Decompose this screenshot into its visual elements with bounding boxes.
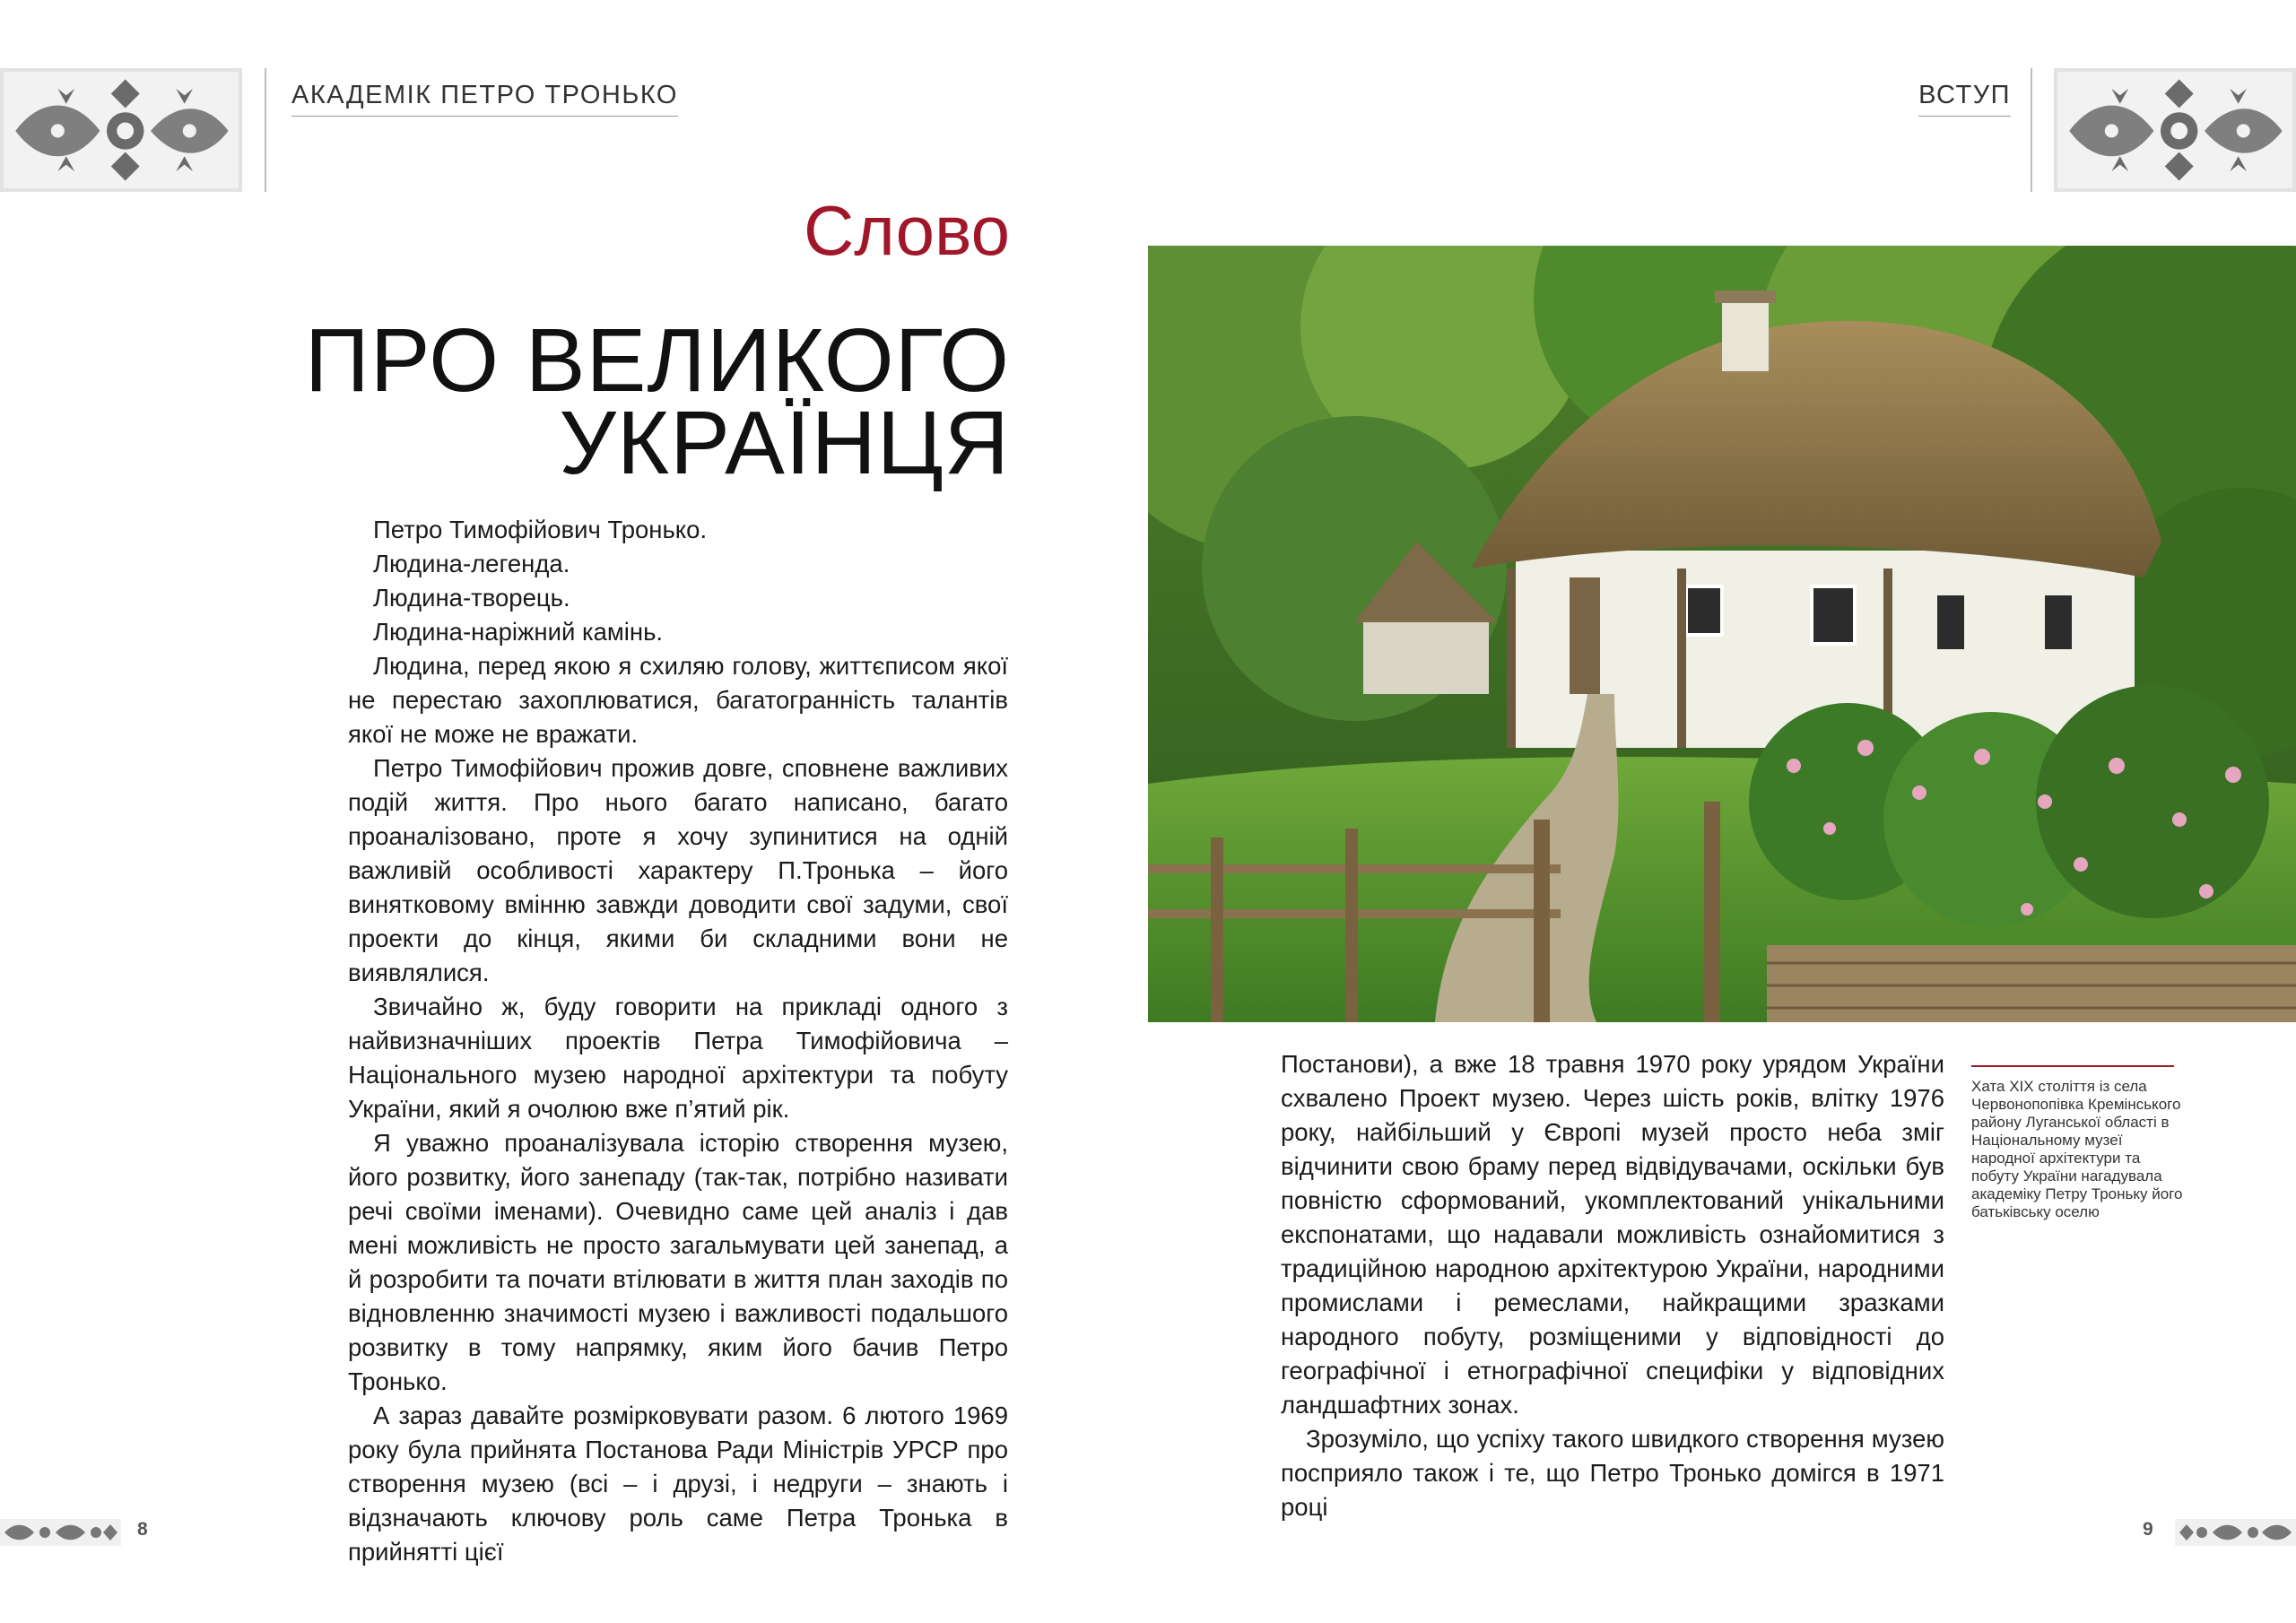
ornament-embroidery-icon (0, 1519, 121, 1546)
footer-ornament-right (2175, 1519, 2296, 1546)
title-line-2: ПРО ВЕЛИКОГО (304, 310, 1010, 411)
photo-caption: Хата XIX століття із села Червонопопівка Кремінського району Луганської області в Національному музеї народної архітектури та побуту України нагадувала академіку Петру Троньку його батьківську оселю (1971, 1078, 2183, 1220)
paragraph: Зрозуміло, що успіху такого швидкого створення музею посприяло також і те, що Петро Тронько домігся в 1971 році (1281, 1425, 1944, 1521)
paragraph: Петро Тимофійович прожив довге, сповнене важливих подій життя. Про нього багато написано, багато проаналізовано, проте я хочу зупинитися на одній важливій особливості характеру П.Тронька – його винятковому вмінню завжди доводити свої задуми, свої проекти до кінця, якими би складними вони не виявлялися. (348, 754, 1008, 986)
paragraph: Петро Тимофійович Тронько. (373, 516, 708, 543)
left-column (348, 513, 1008, 1569)
paragraph: Я уважно проаналізувала історію створення музею, його розвитку, його занепаду (так-так, потрібно називати речі своїми іменами). Очевидно саме цей аналіз і дав мені можливість не просто загальмувати цей занепад, а й розробити та почати втілювати в життя план заходів по відновленню значимості музею і важливості подальшого розвитку в тому напрямку, яким його бачив Петро Тронько. (348, 1129, 1008, 1395)
title-line-3: УКРАЇНЦЯ (559, 393, 1010, 493)
paragraph: Постанови), а вже 18 травня 1970 року урядом України схвалено Проект музею. Через шість років, влітку 1976 року, найбільший у Європі музей просто неба зміг відчинити свою браму перед відвідувачами, оскільки був повністю сформований, укомплектований унікальними експонатами, що надавали можливість ознайомитися з традиційною народною архітектурою України, народними промислами і ремеслами, найкращими зразками народного побуту, розміщеними у відповідності до географічної і етнографічної специфіки у відповідних ландшафтних зонах. (1281, 1050, 1944, 1419)
paragraph: А зараз давайте розмірковувати разом. 6 лютого 1969 року була прийнята Постанова Ради Міністрів УРСР про створення музею (всі – і друзі, і недруги – знають і відзначають ключову роль саме Петра Тронька в прийнятті цієї (348, 1402, 1008, 1566)
paragraph: Людина-творець. (373, 584, 570, 612)
running-head-right: ВСТУП (1918, 81, 2011, 117)
title-slovo: Слово (803, 191, 1010, 270)
footer-ornament-left (0, 1519, 121, 1546)
header-divider-left (265, 68, 266, 192)
right-column (1281, 1047, 1944, 1524)
caption-rule (1971, 1065, 2174, 1067)
paragraph: Звичайно ж, буду говорити на прикладі одного з найвизначніших проектів Петра Тимофійовича – Національного музею народної архітектури та побуту України, який я очолюю вже п’ятий рік. (348, 993, 1008, 1123)
page-number-left: 8 (137, 1519, 148, 1540)
house-photo-icon (1148, 246, 2296, 1022)
running-head-left: АКАДЕМІК ПЕТРО ТРОНЬКО (291, 81, 678, 117)
page-number-right: 9 (2143, 1519, 2153, 1540)
ornament-embroidery-icon (2057, 72, 2292, 188)
header-ornament-left (0, 68, 242, 192)
paragraph: Людина, перед якою я схиляю голову, життєписом якої не перестаю захоплюватися, багатогранність талантів якої не може не вражати. (348, 652, 1008, 748)
paragraph: Людина-легенда. (373, 550, 570, 577)
ornament-embroidery-icon (4, 72, 239, 188)
house-photo (1148, 246, 2296, 1022)
header-divider-right (2031, 68, 2032, 192)
ornament-embroidery-icon (2175, 1519, 2296, 1546)
paragraph: Людина-наріжний камінь. (373, 618, 664, 646)
header-ornament-right (2054, 68, 2296, 192)
